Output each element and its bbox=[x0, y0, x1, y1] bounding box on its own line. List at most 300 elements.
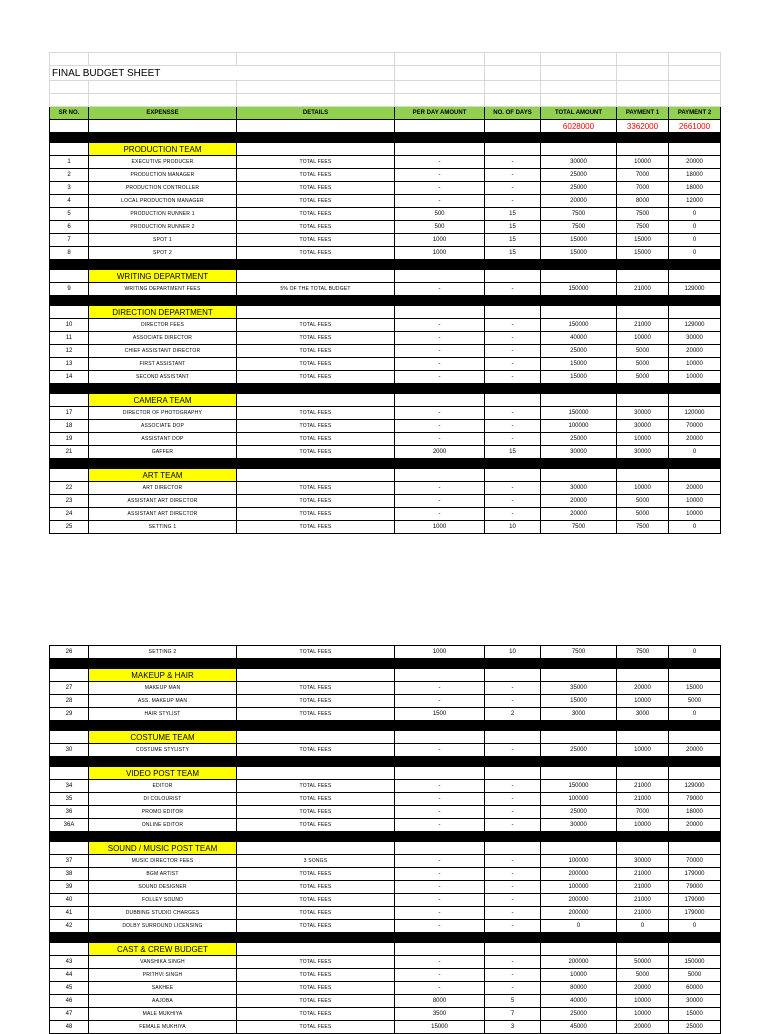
cell-payment-2: 0 bbox=[669, 521, 721, 534]
cell-total-amount: 7500 bbox=[541, 521, 617, 534]
cell-expense: ASSOCIATE DOP bbox=[89, 420, 237, 433]
cell-per-day-amount: - bbox=[395, 283, 485, 296]
table-row bbox=[50, 319, 721, 332]
cell-no-of-days: - bbox=[485, 881, 541, 894]
cell-payment-2: 150000 bbox=[669, 956, 721, 969]
budget-table-page-1 bbox=[49, 52, 721, 534]
table-row bbox=[50, 969, 721, 982]
col-header-expense: EXPENSSE bbox=[89, 107, 237, 120]
cell-no-of-days: 7 bbox=[485, 1008, 541, 1021]
cell-no-of-days: - bbox=[485, 182, 541, 195]
cell-per-day-amount: - bbox=[395, 780, 485, 793]
cell-expense: GAFFER bbox=[89, 446, 237, 459]
cell-per-day-amount: - bbox=[395, 482, 485, 495]
cell-payment-1: 10000 bbox=[617, 744, 669, 757]
cell-sr-no: 14 bbox=[50, 371, 89, 384]
section-header-row bbox=[50, 842, 721, 855]
cell-expense: PRODUCTION CONTROLLER bbox=[89, 182, 237, 195]
cell-payment-2: 0 bbox=[669, 920, 721, 933]
table-row bbox=[50, 793, 721, 806]
cell-details: TOTAL FEES bbox=[237, 646, 395, 659]
cell-payment-2: 0 bbox=[669, 708, 721, 721]
cell-total-amount: 40000 bbox=[541, 332, 617, 345]
cell-sr-no: 36 bbox=[50, 806, 89, 819]
cell-payment-2: 18000 bbox=[669, 169, 721, 182]
cell-total-amount: 20000 bbox=[541, 495, 617, 508]
cell-details: TOTAL FEES bbox=[237, 508, 395, 521]
cell-no-of-days: - bbox=[485, 894, 541, 907]
cell-details: TOTAL FEES bbox=[237, 682, 395, 695]
cell-per-day-amount: - bbox=[395, 682, 485, 695]
cell-sr-no: 24 bbox=[50, 508, 89, 521]
cell-details: TOTAL FEES bbox=[237, 744, 395, 757]
cell-payment-2: 79000 bbox=[669, 881, 721, 894]
table-row bbox=[50, 208, 721, 221]
cell-total-amount: 25000 bbox=[541, 1008, 617, 1021]
cell-payment-1: 3000 bbox=[617, 708, 669, 721]
cell-no-of-days: - bbox=[485, 744, 541, 757]
cell-payment-2: 20000 bbox=[669, 744, 721, 757]
cell-payment-2: 10000 bbox=[669, 508, 721, 521]
cell-per-day-amount: - bbox=[395, 819, 485, 832]
cell-no-of-days: - bbox=[485, 956, 541, 969]
cell-per-day-amount: 3500 bbox=[395, 1008, 485, 1021]
section-divider bbox=[50, 659, 721, 669]
section-title: PRODUCTION TEAM bbox=[89, 143, 237, 156]
cell-no-of-days: - bbox=[485, 407, 541, 420]
cell-payment-1: 5000 bbox=[617, 358, 669, 371]
cell-total-amount: 100000 bbox=[541, 420, 617, 433]
cell-total-amount: 30000 bbox=[541, 446, 617, 459]
cell-no-of-days: - bbox=[485, 420, 541, 433]
cell-no-of-days: - bbox=[485, 806, 541, 819]
cell-details: TOTAL FEES bbox=[237, 247, 395, 260]
cell-payment-1: 7000 bbox=[617, 806, 669, 819]
cell-payment-1: 7000 bbox=[617, 182, 669, 195]
cell-no-of-days: - bbox=[485, 819, 541, 832]
cell-per-day-amount: - bbox=[395, 332, 485, 345]
section-title: MAKEUP & HAIR bbox=[89, 669, 237, 682]
cell-details: TOTAL FEES bbox=[237, 420, 395, 433]
cell-expense: ASSISTANT DOP bbox=[89, 433, 237, 446]
section-header-row bbox=[50, 767, 721, 780]
cell-sr-no: 40 bbox=[50, 894, 89, 907]
table-row bbox=[50, 407, 721, 420]
cell-payment-2: 30000 bbox=[669, 995, 721, 1008]
totals-row bbox=[50, 120, 721, 133]
cell-per-day-amount: 1500 bbox=[395, 708, 485, 721]
cell-sr-no: 4 bbox=[50, 195, 89, 208]
cell-payment-2: 10000 bbox=[669, 358, 721, 371]
cell-total-amount: 3000 bbox=[541, 708, 617, 721]
budget-sheet-page-2 bbox=[49, 645, 720, 1034]
table-row bbox=[50, 819, 721, 832]
cell-details: TOTAL FEES bbox=[237, 482, 395, 495]
cell-no-of-days: 15 bbox=[485, 221, 541, 234]
cell-sr-no: 19 bbox=[50, 433, 89, 446]
table-row bbox=[50, 995, 721, 1008]
cell-no-of-days: - bbox=[485, 780, 541, 793]
cell-total-amount: 25000 bbox=[541, 182, 617, 195]
cell-expense: ASSOCIATE DIRECTOR bbox=[89, 332, 237, 345]
cell-details: TOTAL FEES bbox=[237, 495, 395, 508]
cell-expense: HAIR STYLIST bbox=[89, 708, 237, 721]
cell-payment-1: 21000 bbox=[617, 868, 669, 881]
section-divider bbox=[50, 296, 721, 306]
table-row bbox=[50, 682, 721, 695]
cell-per-day-amount: - bbox=[395, 169, 485, 182]
table-row bbox=[50, 283, 721, 296]
table-row bbox=[50, 169, 721, 182]
cell-no-of-days: 15 bbox=[485, 247, 541, 260]
cell-no-of-days: - bbox=[485, 195, 541, 208]
cell-payment-2: 70000 bbox=[669, 420, 721, 433]
cell-details: TOTAL FEES bbox=[237, 695, 395, 708]
sheet-title: FINAL BUDGET SHEET bbox=[50, 66, 395, 81]
cell-no-of-days: 15 bbox=[485, 446, 541, 459]
cell-payment-1: 0 bbox=[617, 920, 669, 933]
cell-payment-2: 20000 bbox=[669, 433, 721, 446]
cell-per-day-amount: - bbox=[395, 182, 485, 195]
cell-total-amount: 30000 bbox=[541, 482, 617, 495]
cell-no-of-days: 2 bbox=[485, 708, 541, 721]
cell-payment-2: 5000 bbox=[669, 695, 721, 708]
cell-payment-2: 179000 bbox=[669, 907, 721, 920]
cell-total-amount: 40000 bbox=[541, 995, 617, 1008]
cell-payment-1: 5000 bbox=[617, 495, 669, 508]
table-row bbox=[50, 708, 721, 721]
cell-payment-1: 20000 bbox=[617, 682, 669, 695]
cell-details: TOTAL FEES bbox=[237, 345, 395, 358]
cell-per-day-amount: 8000 bbox=[395, 995, 485, 1008]
cell-payment-1: 30000 bbox=[617, 855, 669, 868]
cell-payment-1: 7500 bbox=[617, 646, 669, 659]
cell-payment-2: 0 bbox=[669, 247, 721, 260]
cell-payment-1: 10000 bbox=[617, 1008, 669, 1021]
cell-payment-1: 21000 bbox=[617, 894, 669, 907]
cell-details: TOTAL FEES bbox=[237, 371, 395, 384]
cell-per-day-amount: - bbox=[395, 868, 485, 881]
cell-sr-no: 35 bbox=[50, 793, 89, 806]
cell-payment-1: 21000 bbox=[617, 319, 669, 332]
cell-expense: MAKEUP MAN bbox=[89, 682, 237, 695]
cell-per-day-amount: - bbox=[395, 319, 485, 332]
cell-total-amount: 200000 bbox=[541, 868, 617, 881]
cell-payment-1: 10000 bbox=[617, 482, 669, 495]
cell-payment-2: 15000 bbox=[669, 682, 721, 695]
section-divider bbox=[50, 133, 721, 143]
cell-expense: DUBBING STUDIO CHARGES bbox=[89, 907, 237, 920]
cell-expense: EXECUTIVE PRODUCER bbox=[89, 156, 237, 169]
cell-payment-2: 0 bbox=[669, 234, 721, 247]
cell-sr-no: 8 bbox=[50, 247, 89, 260]
section-header-row bbox=[50, 943, 721, 956]
cell-payment-2: 70000 bbox=[669, 855, 721, 868]
cell-sr-no: 30 bbox=[50, 744, 89, 757]
cell-per-day-amount: - bbox=[395, 855, 485, 868]
cell-sr-no: 27 bbox=[50, 682, 89, 695]
table-row bbox=[50, 345, 721, 358]
cell-total-amount: 100000 bbox=[541, 793, 617, 806]
table-row bbox=[50, 247, 721, 260]
cell-per-day-amount: - bbox=[395, 956, 485, 969]
table-row bbox=[50, 1021, 721, 1034]
table-row bbox=[50, 420, 721, 433]
cell-payment-1: 7500 bbox=[617, 221, 669, 234]
cell-total-amount: 200000 bbox=[541, 956, 617, 969]
cell-sr-no: 11 bbox=[50, 332, 89, 345]
table-row bbox=[50, 234, 721, 247]
cell-per-day-amount: - bbox=[395, 433, 485, 446]
table-row bbox=[50, 195, 721, 208]
cell-no-of-days: - bbox=[485, 332, 541, 345]
cell-expense: FIRST ASSISTANT bbox=[89, 358, 237, 371]
section-header-row bbox=[50, 270, 721, 283]
cell-expense: MALE MUKHIYA bbox=[89, 1008, 237, 1021]
cell-expense: SECOND ASSISTANT bbox=[89, 371, 237, 384]
cell-no-of-days: - bbox=[485, 495, 541, 508]
cell-per-day-amount: - bbox=[395, 894, 485, 907]
cell-per-day-amount: - bbox=[395, 195, 485, 208]
cell-payment-1: 10000 bbox=[617, 819, 669, 832]
cell-payment-2: 179000 bbox=[669, 894, 721, 907]
cell-no-of-days: 10 bbox=[485, 521, 541, 534]
table-row bbox=[50, 182, 721, 195]
cell-sr-no: 29 bbox=[50, 708, 89, 721]
cell-no-of-days: - bbox=[485, 793, 541, 806]
cell-payment-1: 30000 bbox=[617, 420, 669, 433]
cell-details: TOTAL FEES bbox=[237, 708, 395, 721]
table-row bbox=[50, 332, 721, 345]
cell-sr-no: 6 bbox=[50, 221, 89, 234]
cell-details: TOTAL FEES bbox=[237, 195, 395, 208]
cell-sr-no: 3 bbox=[50, 182, 89, 195]
cell-sr-no: 23 bbox=[50, 495, 89, 508]
cell-payment-2: 18000 bbox=[669, 182, 721, 195]
cell-details: TOTAL FEES bbox=[237, 780, 395, 793]
cell-expense: COSTUME STYLISTY bbox=[89, 744, 237, 757]
cell-no-of-days: - bbox=[485, 283, 541, 296]
cell-payment-1: 10000 bbox=[617, 433, 669, 446]
cell-total-amount: 15000 bbox=[541, 358, 617, 371]
table-row bbox=[50, 1008, 721, 1021]
cell-details: TOTAL FEES bbox=[237, 407, 395, 420]
cell-expense: LOCAL PRODUCTION MANAGER bbox=[89, 195, 237, 208]
cell-payment-1: 7500 bbox=[617, 521, 669, 534]
cell-expense: WRITING DEPARTMENT FEES bbox=[89, 283, 237, 296]
cell-per-day-amount: - bbox=[395, 371, 485, 384]
table-row bbox=[50, 495, 721, 508]
table-row bbox=[50, 646, 721, 659]
cell-total-amount: 7500 bbox=[541, 646, 617, 659]
cell-sr-no: 5 bbox=[50, 208, 89, 221]
cell-per-day-amount: - bbox=[395, 508, 485, 521]
table-row bbox=[50, 881, 721, 894]
table-row bbox=[50, 695, 721, 708]
cell-no-of-days: - bbox=[485, 156, 541, 169]
table-row bbox=[50, 744, 721, 757]
cell-per-day-amount: - bbox=[395, 920, 485, 933]
table-row bbox=[50, 780, 721, 793]
cell-total-amount: 15000 bbox=[541, 695, 617, 708]
cell-expense: PROMO EDITOR bbox=[89, 806, 237, 819]
cell-no-of-days: 3 bbox=[485, 1021, 541, 1034]
cell-no-of-days: 10 bbox=[485, 646, 541, 659]
section-title: DIRECTION DEPARTMENT bbox=[89, 306, 237, 319]
cell-details: TOTAL FEES bbox=[237, 156, 395, 169]
cell-payment-2: 18000 bbox=[669, 806, 721, 819]
cell-no-of-days: - bbox=[485, 682, 541, 695]
cell-no-of-days: - bbox=[485, 371, 541, 384]
cell-payment-1: 7000 bbox=[617, 169, 669, 182]
cell-sr-no: 41 bbox=[50, 907, 89, 920]
cell-per-day-amount: 500 bbox=[395, 208, 485, 221]
cell-payment-2: 129000 bbox=[669, 319, 721, 332]
cell-payment-2: 10000 bbox=[669, 371, 721, 384]
cell-no-of-days: - bbox=[485, 695, 541, 708]
cell-expense: PRODUCTION RUNNER 2 bbox=[89, 221, 237, 234]
cell-total-amount: 200000 bbox=[541, 894, 617, 907]
col-header-total-amount: TOTAL AMOUNT bbox=[541, 107, 617, 120]
cell-total-amount: 25000 bbox=[541, 169, 617, 182]
cell-details: TOTAL FEES bbox=[237, 806, 395, 819]
cell-details: TOTAL FEES bbox=[237, 907, 395, 920]
table-row bbox=[50, 907, 721, 920]
cell-expense: PRODUCTION RUNNER 1 bbox=[89, 208, 237, 221]
cell-no-of-days: - bbox=[485, 868, 541, 881]
cell-payment-1: 50000 bbox=[617, 956, 669, 969]
cell-per-day-amount: - bbox=[395, 358, 485, 371]
cell-sr-no: 28 bbox=[50, 695, 89, 708]
cell-payment-2: 129000 bbox=[669, 780, 721, 793]
cell-total-amount: 15000 bbox=[541, 247, 617, 260]
cell-details: TOTAL FEES bbox=[237, 234, 395, 247]
cell-sr-no: 18 bbox=[50, 420, 89, 433]
cell-per-day-amount: 1000 bbox=[395, 247, 485, 260]
cell-payment-1: 21000 bbox=[617, 881, 669, 894]
cell-expense: FEMALE MUKHIYA bbox=[89, 1021, 237, 1034]
table-row bbox=[50, 521, 721, 534]
cell-sr-no: 37 bbox=[50, 855, 89, 868]
cell-no-of-days: - bbox=[485, 169, 541, 182]
cell-payment-1: 21000 bbox=[617, 793, 669, 806]
cell-sr-no: 47 bbox=[50, 1008, 89, 1021]
cell-expense: DIRECTOR FEES bbox=[89, 319, 237, 332]
cell-per-day-amount: 1000 bbox=[395, 234, 485, 247]
cell-details: TOTAL FEES bbox=[237, 1008, 395, 1021]
cell-per-day-amount: 15000 bbox=[395, 1021, 485, 1034]
cell-payment-1: 21000 bbox=[617, 780, 669, 793]
cell-payment-1: 20000 bbox=[617, 982, 669, 995]
cell-sr-no: 21 bbox=[50, 446, 89, 459]
cell-details: TOTAL FEES bbox=[237, 446, 395, 459]
section-header-row bbox=[50, 469, 721, 482]
table-row bbox=[50, 920, 721, 933]
cell-payment-2: 0 bbox=[669, 646, 721, 659]
cell-expense: MUSIC DIRECTOR FEES bbox=[89, 855, 237, 868]
cell-per-day-amount: - bbox=[395, 495, 485, 508]
table-row bbox=[50, 868, 721, 881]
cell-per-day-amount: - bbox=[395, 345, 485, 358]
cell-sr-no: 25 bbox=[50, 521, 89, 534]
cell-per-day-amount: - bbox=[395, 969, 485, 982]
cell-expense: ART DIRECTOR bbox=[89, 482, 237, 495]
cell-sr-no: 1 bbox=[50, 156, 89, 169]
cell-sr-no: 45 bbox=[50, 982, 89, 995]
cell-details: TOTAL FEES bbox=[237, 182, 395, 195]
cell-total-amount: 20000 bbox=[541, 508, 617, 521]
section-title: COSTUME TEAM bbox=[89, 731, 237, 744]
cell-no-of-days: 15 bbox=[485, 208, 541, 221]
cell-sr-no: 10 bbox=[50, 319, 89, 332]
section-title: VIDEO POST TEAM bbox=[89, 767, 237, 780]
cell-no-of-days: 5 bbox=[485, 995, 541, 1008]
cell-total-amount: 45000 bbox=[541, 1021, 617, 1034]
cell-details: 5% OF THE TOTAL BUDGET bbox=[237, 283, 395, 296]
cell-details: TOTAL FEES bbox=[237, 221, 395, 234]
cell-payment-2: 30000 bbox=[669, 332, 721, 345]
cell-expense: ASSISTANT ART DIRECTOR bbox=[89, 508, 237, 521]
cell-payment-2: 5000 bbox=[669, 969, 721, 982]
cell-total-amount: 0 bbox=[541, 920, 617, 933]
cell-payment-2: 0 bbox=[669, 446, 721, 459]
cell-details: TOTAL FEES bbox=[237, 1021, 395, 1034]
cell-payment-1: 7500 bbox=[617, 208, 669, 221]
cell-total-amount: 150000 bbox=[541, 407, 617, 420]
cell-details: TOTAL FEES bbox=[237, 169, 395, 182]
cell-details: TOTAL FEES bbox=[237, 969, 395, 982]
cell-total-amount: 15000 bbox=[541, 371, 617, 384]
cell-payment-2: 12000 bbox=[669, 195, 721, 208]
cell-payment-1: 5000 bbox=[617, 969, 669, 982]
cell-total-amount: 25000 bbox=[541, 345, 617, 358]
table-row bbox=[50, 894, 721, 907]
cell-per-day-amount: - bbox=[395, 982, 485, 995]
cell-expense: ASSISTANT ART DIRECTOR bbox=[89, 495, 237, 508]
table-row bbox=[50, 156, 721, 169]
cell-total-amount: 35000 bbox=[541, 682, 617, 695]
cell-sr-no: 43 bbox=[50, 956, 89, 969]
cell-expense: DI COLOURIST bbox=[89, 793, 237, 806]
cell-no-of-days: - bbox=[485, 345, 541, 358]
cell-sr-no: 9 bbox=[50, 283, 89, 296]
cell-sr-no: 44 bbox=[50, 969, 89, 982]
cell-details: TOTAL FEES bbox=[237, 819, 395, 832]
cell-expense: SPOT 2 bbox=[89, 247, 237, 260]
table-row bbox=[50, 371, 721, 384]
cell-total-amount: 25000 bbox=[541, 744, 617, 757]
cell-payment-2: 20000 bbox=[669, 345, 721, 358]
section-divider bbox=[50, 933, 721, 943]
cell-sr-no: 13 bbox=[50, 358, 89, 371]
cell-per-day-amount: - bbox=[395, 907, 485, 920]
cell-per-day-amount: - bbox=[395, 793, 485, 806]
section-divider bbox=[50, 384, 721, 394]
cell-payment-2: 20000 bbox=[669, 482, 721, 495]
cell-no-of-days: - bbox=[485, 508, 541, 521]
cell-payment-2: 20000 bbox=[669, 819, 721, 832]
cell-no-of-days: - bbox=[485, 982, 541, 995]
cell-expense: ONLINE EDITOR bbox=[89, 819, 237, 832]
cell-no-of-days: - bbox=[485, 358, 541, 371]
cell-payment-1: 20000 bbox=[617, 1021, 669, 1034]
cell-sr-no: 26 bbox=[50, 646, 89, 659]
column-header-row bbox=[50, 107, 721, 120]
section-title: WRITING DEPARTMENT bbox=[89, 270, 237, 283]
cell-payment-2: 179000 bbox=[669, 868, 721, 881]
cell-payment-2: 79000 bbox=[669, 793, 721, 806]
cell-details: TOTAL FEES bbox=[237, 881, 395, 894]
